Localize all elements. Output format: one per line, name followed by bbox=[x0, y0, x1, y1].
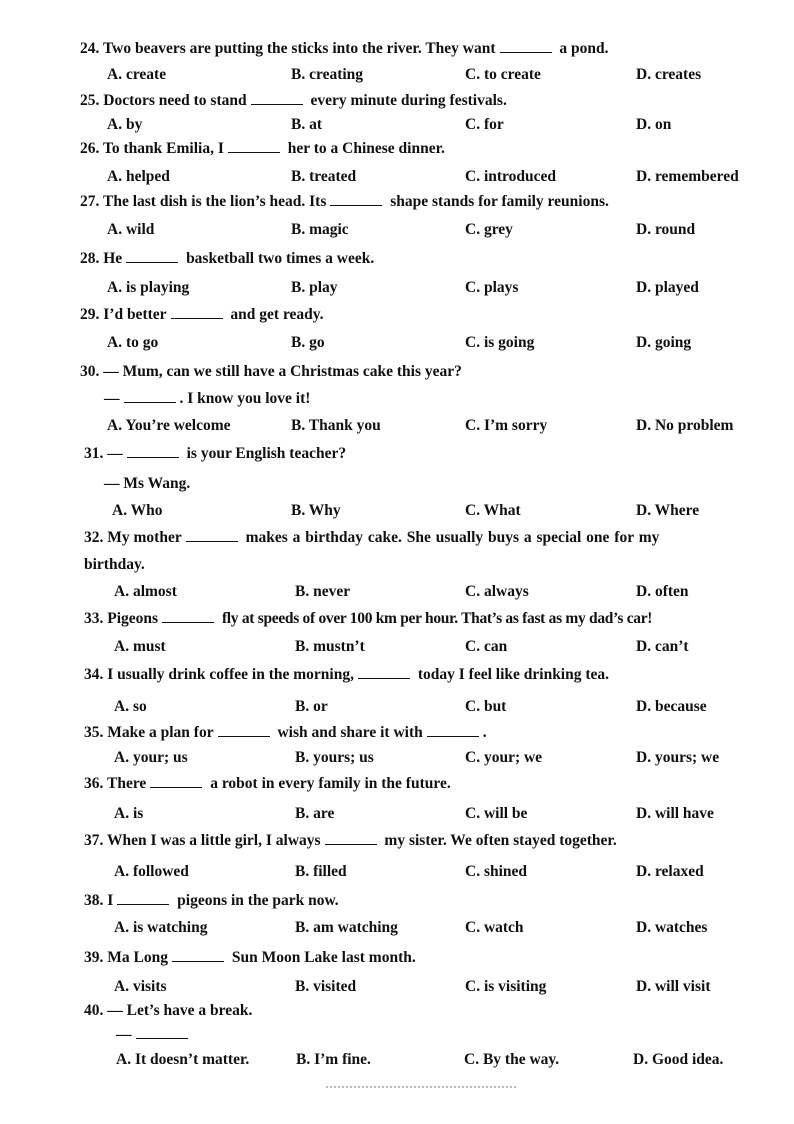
option-a[interactable]: A. your; us bbox=[114, 749, 188, 766]
option-a[interactable]: A. followed bbox=[114, 863, 189, 880]
question-stem-end: is your English teacher? bbox=[186, 445, 347, 462]
option-b[interactable]: B. mustn’t bbox=[295, 638, 365, 655]
question-stem-end: . bbox=[482, 724, 487, 741]
answer-blank bbox=[358, 666, 410, 679]
question-40-line2 bbox=[116, 1022, 794, 1048]
options-30 bbox=[0, 413, 794, 439]
question-stem: The last dish is the lion’s head. Its bbox=[102, 193, 327, 210]
question-stem-middle: wish and share it with bbox=[277, 724, 423, 741]
option-b[interactable]: B. magic bbox=[291, 221, 349, 238]
answer-blank bbox=[218, 724, 270, 737]
option-a[interactable]: A. is playing bbox=[107, 279, 190, 296]
option-c[interactable]: C. to create bbox=[465, 66, 541, 83]
option-b[interactable]: B. never bbox=[295, 583, 351, 600]
question-number: 27. bbox=[80, 193, 100, 210]
option-d[interactable]: D. often bbox=[636, 583, 689, 600]
option-c[interactable]: C. can bbox=[465, 638, 508, 655]
option-b[interactable]: B. visited bbox=[295, 978, 357, 995]
option-d[interactable]: D. going bbox=[636, 334, 692, 351]
question-stem-end: Sun Moon Lake last month. bbox=[231, 949, 416, 966]
question-stem: I’d better bbox=[103, 306, 167, 323]
question-number: 28. bbox=[80, 250, 100, 267]
options-36 bbox=[0, 801, 794, 827]
options-39 bbox=[0, 974, 794, 1000]
question-stem-end: fly at speeds of over 100 km per hour. That’s as fast as my dad’s car! bbox=[221, 610, 653, 627]
question-stem: My mother bbox=[107, 529, 182, 546]
options-25 bbox=[0, 112, 794, 138]
option-d[interactable]: D. Good idea. bbox=[633, 1051, 724, 1068]
question-35 bbox=[84, 720, 764, 746]
question-stem-end: a robot in every family in the future. bbox=[210, 775, 451, 792]
answer-blank bbox=[171, 306, 223, 319]
question-stem: There bbox=[106, 775, 147, 792]
question-28 bbox=[80, 246, 760, 272]
question-number: 31. bbox=[84, 445, 104, 462]
option-b[interactable]: B. yours; us bbox=[295, 749, 374, 766]
answer-blank bbox=[150, 775, 202, 788]
option-a[interactable]: A. It doesn’t matter. bbox=[116, 1051, 250, 1068]
option-b[interactable]: B. filled bbox=[295, 863, 347, 880]
answer-blank bbox=[228, 140, 280, 153]
option-a[interactable]: A. is bbox=[114, 805, 144, 822]
dialogue-dash: — bbox=[116, 1026, 132, 1043]
question-number: 29. bbox=[80, 306, 100, 323]
question-30 bbox=[80, 359, 760, 385]
option-b[interactable]: B. Thank you bbox=[291, 417, 381, 434]
option-b[interactable]: B. treated bbox=[291, 168, 357, 185]
option-d[interactable]: D. round bbox=[636, 221, 696, 238]
option-b[interactable]: B. I’m fine. bbox=[296, 1051, 371, 1068]
options-32 bbox=[0, 579, 794, 605]
question-stem: — Let’s have a break. bbox=[107, 1002, 253, 1019]
option-a[interactable]: A. so bbox=[114, 698, 147, 715]
option-c[interactable]: C. plays bbox=[465, 279, 519, 296]
answer-blank bbox=[162, 610, 214, 623]
question-24 bbox=[80, 36, 760, 62]
page-footer-mark bbox=[326, 1086, 516, 1094]
question-stem: Doctors need to stand bbox=[103, 92, 247, 109]
question-stem-end: . I know you love it! bbox=[179, 390, 311, 407]
question-number: 36. bbox=[84, 775, 104, 792]
option-c[interactable]: C. is visiting bbox=[465, 978, 547, 995]
dialogue-reply: — Ms Wang. bbox=[104, 475, 191, 492]
question-stem: — Mum, can we still have a Christmas cake this year? bbox=[103, 363, 462, 380]
option-c[interactable]: C. always bbox=[465, 583, 529, 600]
option-b[interactable]: B. play bbox=[291, 279, 338, 296]
question-stem: Ma Long bbox=[107, 949, 168, 966]
question-stem-end: and get ready. bbox=[230, 306, 324, 323]
option-a[interactable]: A. helped bbox=[107, 168, 170, 185]
option-b[interactable]: B. go bbox=[291, 334, 325, 351]
question-29 bbox=[80, 302, 760, 328]
options-26 bbox=[0, 164, 794, 190]
option-b[interactable]: B. or bbox=[295, 698, 328, 715]
question-stem-end: every minute during festivals. bbox=[310, 92, 507, 109]
answer-blank bbox=[172, 949, 224, 962]
option-a[interactable]: A. almost bbox=[114, 583, 177, 600]
answer-blank bbox=[127, 445, 179, 458]
question-stem-end: my sister. We often stayed together. bbox=[384, 832, 617, 849]
question-36 bbox=[84, 771, 764, 797]
option-a[interactable]: A. wild bbox=[107, 221, 155, 238]
options-35 bbox=[0, 745, 794, 771]
option-b[interactable]: B. am watching bbox=[295, 919, 398, 936]
option-c[interactable]: C. I’m sorry bbox=[465, 417, 548, 434]
question-stem-end: her to a Chinese dinner. bbox=[287, 140, 445, 157]
question-stem: Pigeons bbox=[107, 610, 159, 627]
question-stem-end: a pond. bbox=[559, 40, 609, 57]
question-number: 40. bbox=[84, 1002, 104, 1019]
option-a[interactable]: A. is watching bbox=[114, 919, 208, 936]
option-d[interactable]: D. relaxed bbox=[636, 863, 704, 880]
question-27 bbox=[80, 189, 760, 215]
answer-blank bbox=[427, 724, 479, 737]
question-31-line2 bbox=[104, 471, 784, 497]
question-40 bbox=[84, 998, 764, 1024]
question-30-line2 bbox=[104, 386, 784, 412]
question-stem: When I was a little girl, I always bbox=[106, 832, 321, 849]
question-number: 32. bbox=[84, 529, 104, 546]
option-c[interactable]: C. shined bbox=[465, 863, 528, 880]
options-40 bbox=[0, 1047, 794, 1073]
option-d[interactable]: D. because bbox=[636, 698, 707, 715]
answer-blank bbox=[117, 892, 169, 905]
answer-blank bbox=[126, 250, 178, 263]
options-33 bbox=[0, 634, 794, 660]
question-stem-end: makes a birthday cake. She usually buys a special one for my bbox=[245, 529, 660, 546]
option-b[interactable]: B. are bbox=[295, 805, 335, 822]
options-28 bbox=[0, 275, 794, 301]
question-32-line2 bbox=[84, 552, 764, 578]
option-b[interactable]: B. at bbox=[291, 116, 322, 133]
option-d[interactable]: D. played bbox=[636, 279, 699, 296]
option-c[interactable]: C. for bbox=[465, 116, 504, 133]
option-a[interactable]: A. Who bbox=[112, 502, 163, 519]
question-number: 38. bbox=[84, 892, 104, 909]
option-b[interactable]: B. creating bbox=[291, 66, 364, 83]
options-24 bbox=[0, 62, 794, 88]
options-37 bbox=[0, 859, 794, 885]
question-number: 24. bbox=[80, 40, 100, 57]
question-stem-end: today I feel like drinking tea. bbox=[417, 666, 610, 683]
options-34 bbox=[0, 694, 794, 720]
question-34 bbox=[84, 662, 764, 688]
question-31 bbox=[84, 441, 764, 467]
question-number: 26. bbox=[80, 140, 100, 157]
options-31 bbox=[0, 498, 794, 524]
option-a[interactable]: A. visits bbox=[114, 978, 167, 995]
question-stem: I usually drink coffee in the morning, bbox=[107, 666, 354, 683]
option-d[interactable]: D. Where bbox=[636, 502, 700, 519]
option-c[interactable]: C. introduced bbox=[465, 168, 557, 185]
question-stem: I bbox=[107, 892, 114, 909]
question-stem: To thank Emilia, I bbox=[102, 140, 224, 157]
option-d[interactable]: D. can’t bbox=[636, 638, 689, 655]
answer-blank bbox=[251, 92, 303, 105]
option-c[interactable]: C. your; we bbox=[465, 749, 543, 766]
option-c[interactable]: C. watch bbox=[465, 919, 524, 936]
option-d[interactable]: D. remembered bbox=[636, 168, 739, 185]
question-26 bbox=[80, 136, 760, 162]
question-39 bbox=[84, 945, 764, 971]
option-d[interactable]: D. will visit bbox=[636, 978, 711, 995]
question-number: 34. bbox=[84, 666, 104, 683]
option-d[interactable]: D. creates bbox=[636, 66, 702, 83]
answer-blank bbox=[124, 390, 176, 403]
option-a[interactable]: A. create bbox=[107, 66, 167, 83]
answer-blank bbox=[136, 1026, 188, 1039]
option-c[interactable]: C. grey bbox=[465, 221, 513, 238]
question-number: 33. bbox=[84, 610, 104, 627]
question-number: 39. bbox=[84, 949, 104, 966]
option-c[interactable]: C. is going bbox=[465, 334, 535, 351]
answer-blank bbox=[500, 40, 552, 53]
option-d[interactable]: D. on bbox=[636, 116, 672, 133]
option-d[interactable]: D. yours; we bbox=[636, 749, 720, 766]
question-stem-end: basketball two times a week. bbox=[186, 250, 375, 267]
option-d[interactable]: D. watches bbox=[636, 919, 708, 936]
question-37 bbox=[84, 828, 764, 854]
options-27 bbox=[0, 217, 794, 243]
option-a[interactable]: A. by bbox=[107, 116, 143, 133]
question-stem-continued: birthday. bbox=[84, 556, 145, 573]
option-a[interactable]: A. to go bbox=[107, 334, 159, 351]
question-stem-end: pigeons in the park now. bbox=[177, 892, 339, 909]
options-38 bbox=[0, 915, 794, 941]
question-38 bbox=[84, 888, 764, 914]
option-c[interactable]: C. By the way. bbox=[464, 1051, 560, 1068]
question-stem: Make a plan for bbox=[107, 724, 214, 741]
question-number: 35. bbox=[84, 724, 104, 741]
question-number: 30. bbox=[80, 363, 100, 380]
question-stem: Two beavers are putting the sticks into the river. They want bbox=[102, 40, 496, 57]
option-a[interactable]: A. You’re welcome bbox=[107, 417, 231, 434]
question-number: 37. bbox=[84, 832, 104, 849]
question-number: 25. bbox=[80, 92, 100, 109]
options-29 bbox=[0, 330, 794, 356]
option-a[interactable]: A. must bbox=[114, 638, 166, 655]
option-c[interactable]: C. will be bbox=[465, 805, 528, 822]
question-33 bbox=[84, 606, 764, 632]
option-c[interactable]: C. but bbox=[465, 698, 507, 715]
answer-blank bbox=[186, 529, 238, 542]
answer-blank bbox=[330, 193, 382, 206]
question-25 bbox=[80, 88, 760, 114]
question-stem: He bbox=[103, 250, 123, 267]
option-b[interactable]: B. Why bbox=[291, 502, 341, 519]
option-c[interactable]: C. What bbox=[465, 502, 521, 519]
dialogue-dash: — bbox=[104, 390, 120, 407]
answer-blank bbox=[325, 832, 377, 845]
question-stem-end: shape stands for family reunions. bbox=[390, 193, 609, 210]
option-d[interactable]: D. No problem bbox=[636, 417, 734, 434]
option-d[interactable]: D. will have bbox=[636, 805, 714, 822]
question-32 bbox=[84, 525, 756, 551]
dialogue-dash: — bbox=[107, 445, 123, 462]
